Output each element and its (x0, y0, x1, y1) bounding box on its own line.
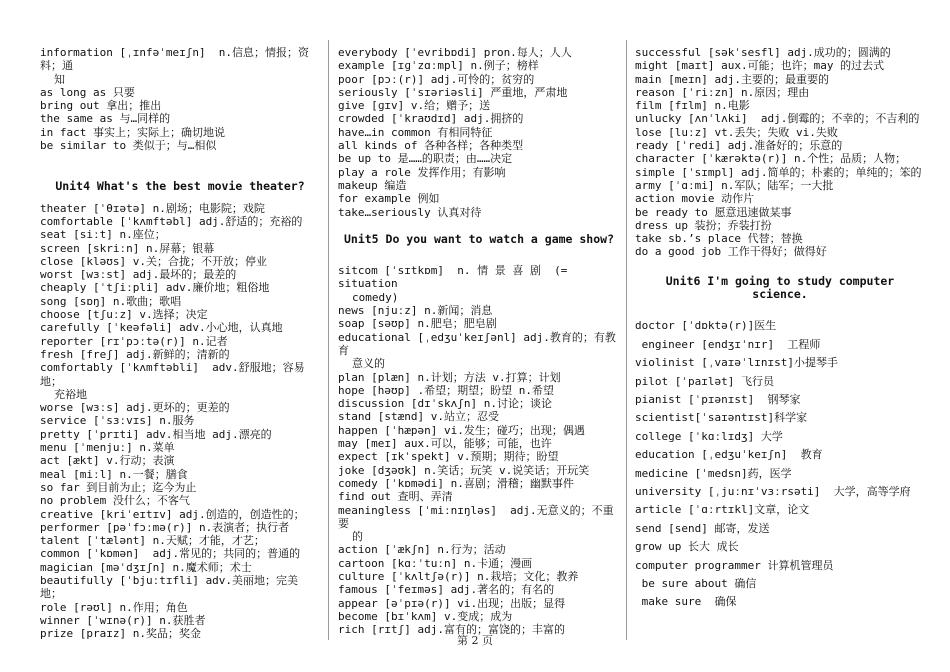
vocab-entry: expect [ɪkˈspekt] v.预期；期待；盼望 (338, 450, 559, 464)
vocab-entry: article [ˈɑːrtɪkl]文章，论文 (635, 503, 810, 517)
vocab-entry: simple [ˈsɪmpl] adj.简单的；朴素的；单纯的；笨的 (635, 165, 922, 179)
vocab-entry: make sure 确保 (635, 595, 737, 609)
unit6-heading: Unit6 I'm going to study computer science. (665, 273, 902, 302)
vocab-entry: reporter [rɪˈpɔːtə(r)] n.记者 (40, 334, 228, 348)
entry-continuation: 的 (352, 530, 363, 544)
unit5-word-list (338, 264, 620, 636)
vocab-entry: film [fɪlm] n.电影 (635, 99, 750, 113)
vocab-entry: seriously [ˈsɪəriəsli] 严重地，严肃地 (338, 85, 568, 99)
vocab-entry: violinist [ˌvaɪəˈlɪnɪst]小提琴手 (635, 356, 838, 370)
vocab-entry: take sb.’s place 代替；替换 (635, 232, 803, 246)
vocab-entry: meal [miːl] n.一餐；膳食 (40, 467, 188, 481)
vocab-entry: main [meɪn] adj.主要的；最重要的 (635, 72, 829, 86)
vocab-entry: screen [skriːn] n.屏幕；银幕 (40, 241, 215, 255)
vocab-entry: magician [məˈdʒɪʃn] n.魔术师；术士 (40, 560, 252, 574)
vocab-entry: university [ˌjuːnɪˈvɜːrsəti] 大学，高等学府 (635, 485, 911, 498)
vocab-entry: comedy [ˈkɒmədi] n.喜剧；滑稽；幽默事件 (338, 476, 574, 490)
vocab-entry: grow up 长大 成长 (635, 540, 739, 554)
vocab-entry: hope [həʊp] .希望；期望；盼望 n.希望 (338, 383, 554, 397)
vocab-entry: everybody [ˈevribɒdi] pron.每人；人人 (338, 46, 572, 59)
vocab-entry: poor [pɔː(r)] adj.可怜的；贫穷的 (338, 72, 535, 86)
vocab-entry: comfortably [ˈkʌmftəbli] adv.舒服地；容易地； (40, 361, 305, 388)
vocab-entry: army [ˈɑːmi] n.军队；陆军；一大批 (635, 178, 834, 192)
column-divider-left (328, 40, 329, 640)
vocab-entry: computer programmer 计算机管理员 (635, 558, 834, 572)
unit6-word-list (635, 317, 925, 612)
vocab-entry: appear [əˈpɪə(r)] vi.出现；出版；显得 (338, 596, 566, 610)
vocab-entry: happen [ˈhæpən] vi.发生；碰巧；出现；偶遇 (338, 423, 585, 437)
vocab-entry: stand [stænd] v.站立；忍受 (338, 410, 499, 424)
vocab-entry: education [ˌedʒuˈkeɪʃn] 教育 (635, 448, 823, 462)
vocab-entry: worst [wɜːst] adj.最坏的；最差的 (40, 268, 237, 282)
intro-phrase-list (40, 46, 320, 152)
vocab-entry: no problem 没什么；不客气 (40, 494, 190, 508)
entry-continuation: comedy) (352, 290, 399, 304)
vocab-entry: winner [ˈwɪnə(r)] n.获胜者 (40, 613, 206, 627)
vocab-entry: reason [ˈriːzn] n.原因；理由 (635, 85, 810, 99)
vocab-entry: so far 到目前为止；迄今为止 (40, 480, 197, 494)
vocab-entry: discussion [dɪˈskʌʃn] n.讨论；谈论 (338, 397, 552, 411)
vocab-entry: talent [ˈtælənt] n.天赋；才能，才艺； (40, 534, 265, 548)
vocab-entry: crowded [ˈkraʊdɪd] adj.拥挤的 (338, 112, 524, 126)
vocab-entry: do a good job 工作干得好；做得好 (635, 245, 827, 259)
vocab-entry: example [ɪɡˈzɑːmpl] n.例子；榜样 (338, 59, 539, 73)
vocab-entry: meaningless [ˈmiːnɪŋləs] adj.无意义的；不重要 (338, 503, 614, 530)
vocab-entry: common [ˈkɒmən] adj.常见的；共同的；普通的 (40, 547, 301, 561)
vocab-entry: be similar to 类似于；与…相似 (40, 139, 217, 153)
vocab-entry: bring out 拿出；推出 (40, 99, 162, 113)
unit4-heading: Unit4 What's the best movie theater? (55, 179, 305, 194)
column-divider-right (626, 40, 627, 640)
unit5-word-list-continued (635, 46, 925, 259)
vocab-entry: performer [pəˈfɔːmə(r)] n.表演者；执行者 (40, 520, 290, 534)
vocab-entry: be up to 是……的职责；由……决定 (338, 152, 513, 166)
vocab-entry: scientist[ˈsaɪəntɪst]科学家 (635, 411, 808, 425)
vocab-entry: joke [dʒəʊk] n.笑话；玩笑 v.说笑话；开玩笑 (338, 463, 590, 477)
vocab-entry: act [ækt] v.行动；表演 (40, 454, 175, 468)
vocab-entry: action movie 动作片 (635, 192, 755, 206)
vocab-entry: be sure about 确信 (635, 577, 757, 591)
vocab-entry: in fact 事实上；实际上；确切地说 (40, 125, 225, 139)
vocab-entry: lose [luːz] vt.丢失；失败 vi.失败 (635, 125, 838, 139)
vocab-entry: dress up 装扮；乔装打扮 (635, 218, 772, 232)
vocab-entry: prize [praɪz] n.奖品；奖金 (40, 627, 201, 641)
vocab-entry: be ready to 愿意迅速做某事 (635, 205, 792, 219)
vocab-entry: for example 例如 (338, 192, 440, 206)
vocab-entry: cartoon [kɑːˈtuːn] n.卡通；漫画 (338, 556, 533, 570)
vocab-entry: play a role 发挥作用；有影响 (338, 165, 506, 179)
vocab-entry: might [maɪt] aux.可能；也许；may 的过去式 (635, 59, 885, 73)
vocab-entry: character [ˈkærəktə(r)] n.个性；品质；人物； (635, 152, 907, 166)
vocab-entry: famous [ˈfeɪməs] adj.著名的；有名的 (338, 583, 555, 597)
unit5-heading: Unit5 Do you want to watch a game show? (343, 231, 615, 246)
vocab-entry: seat [siːt] n.座位； (40, 228, 166, 242)
vocab-entry: comfortable [ˈkʌmftəbl] adj.舒适的；充裕的 (40, 214, 303, 228)
entry-continuation: 意义的 (352, 357, 385, 371)
vocab-entry: all kinds of 各种各样；各种类型 (338, 139, 524, 153)
vocab-entry: role [rəʊl] n.作用；角色 (40, 600, 188, 614)
vocab-entry: pretty [ˈprɪti] adv.相当地 adj.漂亮的 (40, 427, 272, 441)
vocab-entry: fresh [freʃ] adj.新鲜的；清新的 (40, 347, 230, 361)
unit4-word-list (40, 202, 320, 641)
vocab-entry: successful [səkˈsesfl] adj.成功的；圆满的 (635, 46, 891, 59)
vocab-column-2 (338, 46, 620, 636)
vocab-entry: find out 查明、弄清 (338, 490, 453, 504)
vocab-entry: makeup 编造 (338, 178, 407, 192)
vocab-entry: send [send] 邮寄，发送 (635, 521, 770, 535)
vocab-entry: engineer [endʒɪˈnɪr] 工程师 (635, 337, 821, 351)
vocab-entry: close [kləʊs] v.关；合拢；不开放；停业 (40, 254, 267, 268)
vocab-entry: rich [rɪtʃ] adj.富有的；富饶的；丰富的 (338, 623, 565, 637)
vocab-entry: soap [səʊp] n.肥皂；肥皂剧 (338, 317, 497, 331)
vocab-column-1 (40, 46, 320, 640)
vocab-entry: theater [ˈθɪətə] n.剧场；电影院；戏院 (40, 201, 265, 215)
page-number: 第 2 页 (457, 634, 493, 647)
vocab-entry: beautifully [ˈbjuːtɪfli] adv.美丽地；完美地； (40, 573, 299, 601)
vocab-entry: song [sɒŋ] n.歌曲；歌唱 (40, 294, 182, 308)
vocab-entry: college [ˈkɑːlɪdʒ] 大学 (635, 429, 783, 443)
vocab-entry: educational [ˌedʒuˈkeɪʃənl] adj.教育的；有教育 (338, 330, 616, 357)
vocab-entry: menu [ˈmenjuː] n.菜单 (40, 441, 175, 455)
vocab-column-3 (635, 46, 925, 612)
vocab-entry: choose [tʃuːz] v.选择；决定 (40, 308, 208, 322)
vocab-entry: medicine [ˈmedsn]药，医学 (635, 466, 792, 480)
vocab-entry: may [meɪ] aux.可以，能够；可能，也许 (338, 437, 552, 451)
vocab-entry: pilot [ˈpaɪlət] 飞行员 (635, 374, 774, 388)
vocab-entry: culture [ˈkʌltʃə(r)] n.栽培；文化；教养 (338, 569, 579, 583)
vocab-entry: creative [kriˈeɪtɪv] adj.创造的，创造性的； (40, 507, 305, 521)
entry-continuation: 知 (54, 72, 65, 86)
vocab-entry: sitcom [ˈsɪtkɒm] n. 情 景 喜 剧 (= situation (338, 264, 575, 291)
vocab-entry: pianist [ˈpɪənɪst] 钢琴家 (635, 392, 801, 406)
vocab-entry: as long as 只要 (40, 85, 135, 99)
entry-continuation: 充裕地 (54, 387, 87, 401)
vocab-entry: take…seriously 认真对待 (338, 205, 482, 219)
vocab-entry: worse [wɜːs] adj.更坏的；更差的 (40, 401, 230, 415)
unit4-phrase-list (338, 46, 620, 219)
vocab-entry: plan [plæn] n.计划；方法 v.打算；计划 (338, 370, 561, 384)
vocab-entry: have…in common 有相同特征 (338, 125, 493, 139)
vocab-entry: give [ɡɪv] v.给；赠予；送 (338, 99, 491, 113)
vocab-entry: cheaply [ˈtʃiːpli] adv.廉价地；粗俗地 (40, 281, 270, 295)
vocab-entry: carefully [ˈkeəfəli] adv.小心地，认真地 (40, 321, 283, 335)
vocab-entry: service [ˈsɜːvɪs] n.服务 (40, 414, 195, 428)
vocab-entry: doctor [ˈdɒktə(r)]医生 (635, 319, 777, 333)
vocab-entry: the same as 与…同样的 (40, 112, 171, 126)
vocab-entry: news [njuːz] n.新闻；消息 (338, 304, 493, 318)
vocab-entry: action [ˈækʃn] n.行为；活动 (338, 543, 506, 557)
vocab-entry: information [ˌɪnfəˈmeɪʃn] n.信息；情报；资料；通 (40, 46, 310, 73)
vocab-entry: become [bɪˈkʌm] v.变成；成为 (338, 609, 513, 623)
vocab-entry: ready [ˈredi] adj.准备好的；乐意的 (635, 139, 843, 153)
vocab-entry: unlucky [ʌnˈlʌki] adj.倒霉的；不幸的；不吉利的 (635, 112, 920, 126)
